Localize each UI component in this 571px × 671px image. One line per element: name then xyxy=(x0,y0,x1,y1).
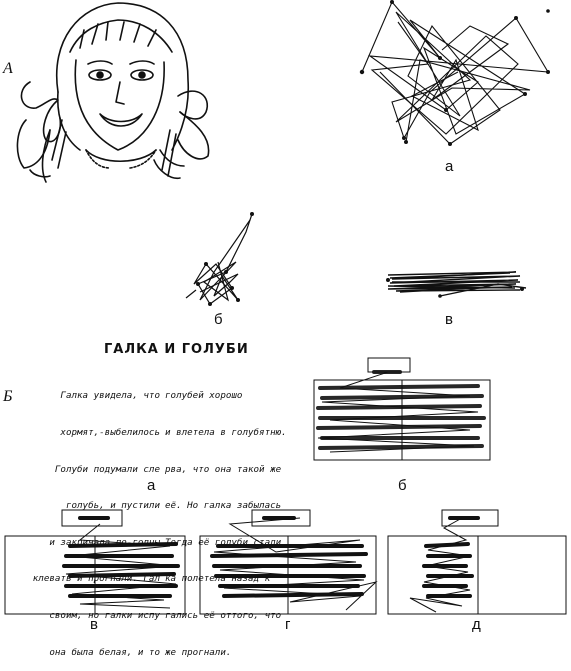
panel-label-e2: д xyxy=(472,616,481,633)
story-left-line: Голуби подумали сле xyxy=(54,463,160,475)
story-left-line: хормят,-выбелилось xyxy=(60,427,160,439)
section-label-b: Б xyxy=(3,388,13,405)
panel-label-d2: г xyxy=(285,616,291,633)
story-right-line: ка полетела назад к xyxy=(165,573,271,585)
story-title: ГАЛКА И ГОЛУБИ xyxy=(104,342,249,357)
panel-label-b2: б xyxy=(398,477,407,494)
panel-label-a2: а xyxy=(147,477,156,494)
story-left-line: она была белая, и то xyxy=(49,646,160,658)
story-right-line: рва, что она такой же xyxy=(165,463,282,475)
panel-label-c2: в xyxy=(90,616,98,633)
panel-label-b1: б xyxy=(214,311,223,328)
story-left-line: Галка увидела, что xyxy=(60,390,160,402)
story-right-line: её. Но галка забылась xyxy=(165,500,282,512)
story-left-line: клевать и прогнали. Гал xyxy=(32,573,160,585)
panel-label-c1: в xyxy=(445,311,453,328)
story-right-line: Тогда её голуби стали xyxy=(165,536,282,548)
story-left-line: голубь, и пустили xyxy=(65,500,160,512)
story-right-column xyxy=(165,366,295,671)
story-right-line: же прогнали. xyxy=(165,646,232,658)
section-label-a: А xyxy=(3,60,13,77)
story-right-line: голубей хорошо xyxy=(165,390,243,402)
story-right-line: гались её оттого, что xyxy=(165,610,282,622)
panel-label-a1: а xyxy=(445,158,454,175)
story-left-line: и закричала по-голчы xyxy=(49,536,160,548)
story-left-line: своим, но галки испу xyxy=(49,610,160,622)
story-right-line: и влетела в голубятню. xyxy=(165,427,287,439)
